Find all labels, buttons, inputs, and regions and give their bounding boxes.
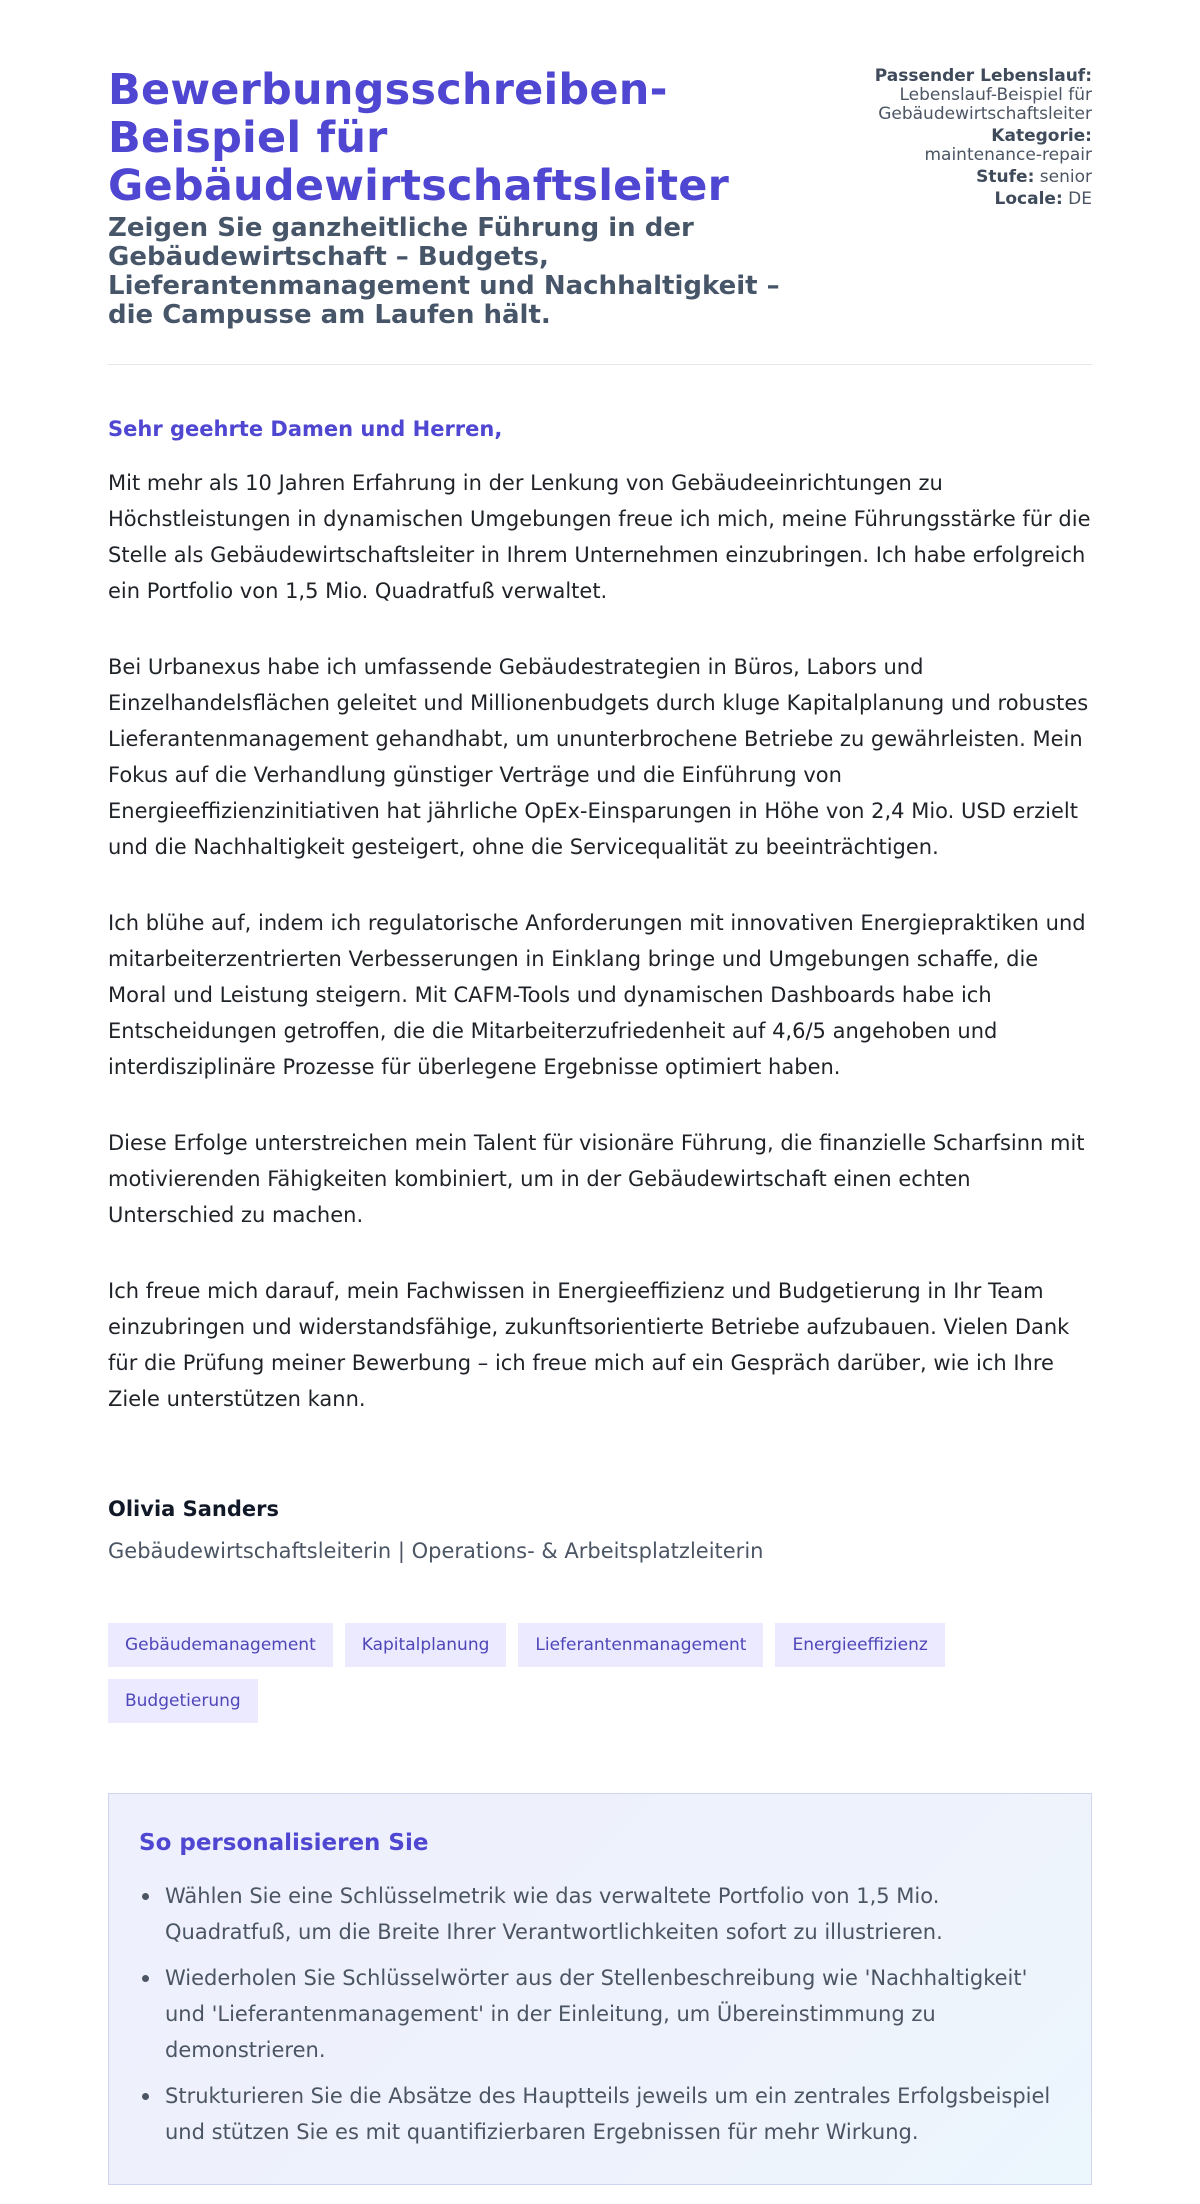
skill-tags <box>108 1623 1008 1723</box>
page-subtitle: Zeigen Sie ganzheitliche Führung in der Gebäudewirtschaft – Budgets, Lieferantenmanagement und Nachhaltigkeit – die Campusse am Laufen hält. <box>108 213 780 330</box>
meta-locale <box>819 190 1092 209</box>
meta-resume-label: Passender Lebenslauf: <box>874 66 1092 86</box>
skill-tag: Kapitalplanung <box>345 1623 507 1667</box>
tips-list <box>139 1878 1061 2150</box>
skill-tag: Budgetierung <box>108 1679 258 1723</box>
header-titles <box>108 66 819 330</box>
meta-category <box>819 127 1092 165</box>
skill-tag: Energieeffizienz <box>775 1623 944 1667</box>
meta-locale-value: DE <box>1068 189 1092 209</box>
signature-role: Gebäudewirtschaftsleiterin | Operations- & Arbeitsplatzleiterin <box>108 1539 764 1563</box>
meta-level-label: Stufe: <box>976 167 1035 187</box>
meta-resume <box>819 67 1092 124</box>
skill-tag: Gebäudemanagement <box>108 1623 333 1667</box>
meta-category-label: Kategorie: <box>991 126 1092 146</box>
meta-category-value: maintenance-repair <box>924 145 1092 165</box>
letter-paragraph: Diese Erfolge unterstreichen mein Talent für visionäre Führung, die finanzielle Scharfsinn mit motivierenden Fähigkeiten kombiniert, um in der Gebäudewirtschaft einen echten Unterschied zu machen. <box>108 1131 1085 1227</box>
meta-level <box>819 168 1092 187</box>
tip-item: Wiederholen Sie Schlüsselwörter aus der Stellenbeschreibung wie 'Nachhaltigkeit' und 'Lieferantenmanagement' in der Einleitung, um Übereinstimmung zu demonstrieren. <box>139 1960 1061 2068</box>
skill-tag: Lieferantenmanagement <box>518 1623 763 1667</box>
page-title: Bewerbungsschreiben-Beispiel für Gebäudewirtschaftsleiter <box>108 65 729 211</box>
letter-greeting: Sehr geehrte Damen und Herren, <box>108 417 503 441</box>
tip-item: Strukturieren Sie die Absätze des Hauptteils jeweils um ein zentrales Erfolgsbeispiel und stützen Sie es mit quantifizierbaren Ergebnissen für mehr Wirkung. <box>139 2078 1061 2150</box>
letter-paragraph: Bei Urbanexus habe ich umfassende Gebäudestrategien in Büros, Labors und Einzelhandelsflächen geleitet und Millionenbudgets durch kluge Kapitalplanung und robustes Lieferantenmanagement gehandhabt, um ununterbrochene Betriebe zu gewährleisten. Mein Fokus auf die Verhandlung günstiger Verträge und die Einführung von Energieeffizienzinitiativen hat jährliche OpEx-Einsparungen in Höhe von 2,4 Mio. USD erzielt und die Nachhaltigkeit gesteigert, ohne die Servicequalität zu beeinträchtigen. <box>108 655 1089 859</box>
meta-resume-link[interactable]: Lebenslauf-Beispiel für Gebäudewirtschaftsleiter <box>878 85 1092 124</box>
signature-name: Olivia Sanders <box>108 1497 279 1521</box>
letter-paragraph: Ich freue mich darauf, mein Fachwissen in Energieeffizienz und Budgetierung in Ihr Team einzubringen und widerstandsfähige, zukunftsorientierte Betriebe aufzubauen. Vielen Dank für die Prüfung meiner Bewerbung – ich freue mich auf ein Gespräch darüber, wie ich Ihre Ziele unterstützen kann. <box>108 1279 1070 1411</box>
meta-locale-label: Locale: <box>994 189 1063 209</box>
personalization-tips <box>108 1793 1092 2185</box>
letter-paragraph: Ich blühe auf, indem ich regulatorische Anforderungen mit innovativen Energiepraktiken und mitarbeiterzentrierten Verbesserungen in Einklang bringe und Umgebungen schaffe, die Moral und Leistung steigern. Mit CAFM-Tools und dynamischen Dashboards habe ich Entscheidungen getroffen, die die Mitarbeiterzufriedenheit auf 4,6/5 angehoben und interdisziplinäre Prozesse für überlegene Ergebnisse optimiert haben. <box>108 911 1086 1079</box>
tips-title: So personalisieren Sie <box>139 1830 429 1856</box>
tip-item: Wählen Sie eine Schlüsselmetrik wie das verwaltete Portfolio von 1,5 Mio. Quadratfuß, um die Breite Ihrer Verantwortlichkeiten sofort zu illustrieren. <box>139 1878 1061 1950</box>
meta-level-value: senior <box>1039 167 1092 187</box>
letter-paragraph: Mit mehr als 10 Jahren Erfahrung in der Lenkung von Gebäudeeinrichtungen zu Höchstleistungen in dynamischen Umgebungen freue ich mich, meine Führungsstärke für die Stelle als Gebäudewirtschaftsleiter in Ihrem Unternehmen einzubringen. Ich habe erfolgreich ein Portfolio von 1,5 Mio. Quadratfuß verwaltet. <box>108 471 1091 603</box>
meta-panel <box>819 66 1092 212</box>
letter-body <box>108 415 1092 1565</box>
page-header <box>108 0 1092 365</box>
